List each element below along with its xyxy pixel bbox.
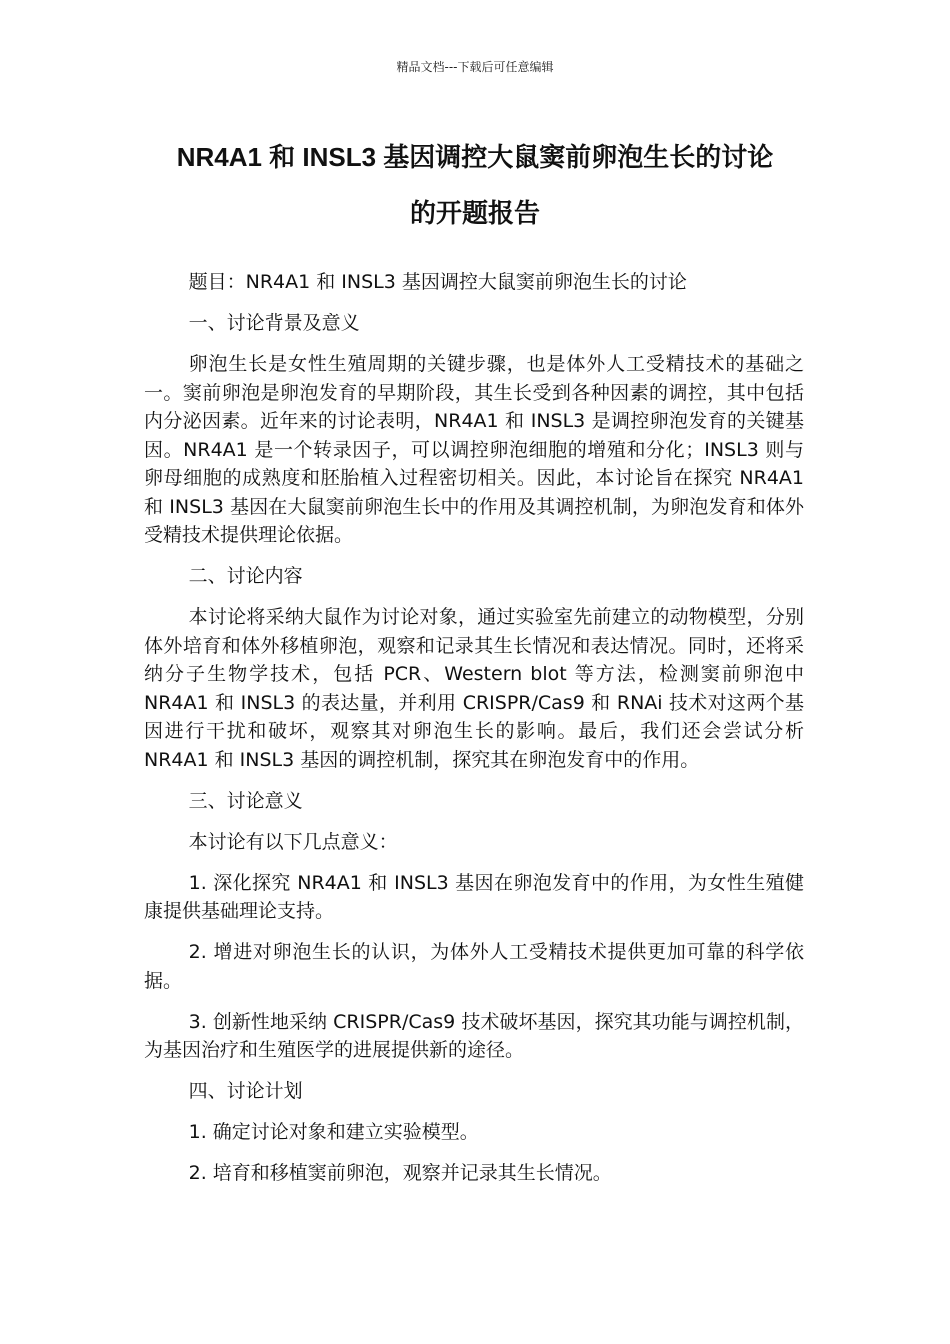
paragraph-content: 本讨论将采纳大鼠作为讨论对象，通过实验室先前建立的动物模型，分别体外培育和体外移植卵泡，观察和记录其生长情况和表达情况。同时，还将采纳分子生物学技术，包括 PCR、Western blot 等方法，检测窦前卵泡中 NR4A1 和 INSL3 的表达量，并利用 CRISPR/Cas9 和 RNAi 技术对这两个基因进行干扰和破坏，观察其对卵泡生长的影响。最后，我们还会尝试分析 NR4A1 和 INSL3 基因的调控机制，探究其在卵泡发育中的作用。: [144, 606, 804, 771]
document-title-line-2: 的开题报告: [409, 198, 540, 228]
document-title-line-1: NR4A1 和 INSL3 基因调控大鼠窦前卵泡生长的讨论: [176, 142, 774, 172]
paragraph-significance-intro: 本讨论有以下几点意义：: [188, 830, 398, 853]
document-body: [144, 268, 804, 1200]
topic-line: 题目：NR4A1 和 INSL3 基因调控大鼠窦前卵泡生长的讨论: [188, 271, 687, 293]
section-heading-background: 一、讨论背景及意义: [188, 312, 360, 334]
paragraph-background: 卵泡生长是女性生殖周期的关键步骤，也是体外人工受精技术的基础之一。窦前卵泡是卵泡发育的早期阶段，其生长受到各种因素的调控，其中包括内分泌因素。近年来的讨论表明，NR4A1 和 INSL3 是调控卵泡发育的关键基因。NR4A1 是一个转录因子，可以调控卵泡细胞的增殖和分化；INSL3 则与卵母细胞的成熟度和胚胎植入过程密切相关。因此，本讨论旨在探究 NR4A1 和 INSL3 基因在大鼠窦前卵泡生长中的作用及其调控机制，为卵泡发育和体外受精技术提供理论依据。: [144, 353, 804, 546]
plan-item-1: 1. 确定讨论对象和建立实验模型。: [188, 1121, 479, 1143]
section-heading-content: 二、讨论内容: [188, 565, 303, 587]
significance-item-1: 1. 深化探究 NR4A1 和 INSL3 基因在卵泡发育中的作用，为女性生殖健康提供基础理论支持。: [144, 871, 804, 922]
significance-item-3: 3. 创新性地采纳 CRISPR/Cas9 技术破坏基因，探究其功能与调控机制，为基因治疗和生殖医学的进展提供新的途径。: [144, 1010, 804, 1061]
significance-item-2: 2. 增进对卵泡生长的认识，为体外人工受精技术提供更加可靠的科学依据。: [144, 941, 804, 992]
plan-item-2: 2. 培育和移植窦前卵泡，观察并记录其生长情况。: [188, 1162, 612, 1184]
section-heading-significance: 三、讨论意义: [188, 789, 303, 812]
section-heading-plan: 四、讨论计划: [188, 1080, 303, 1102]
header-note: 精品文档---下载后可任意编辑: [396, 60, 554, 74]
